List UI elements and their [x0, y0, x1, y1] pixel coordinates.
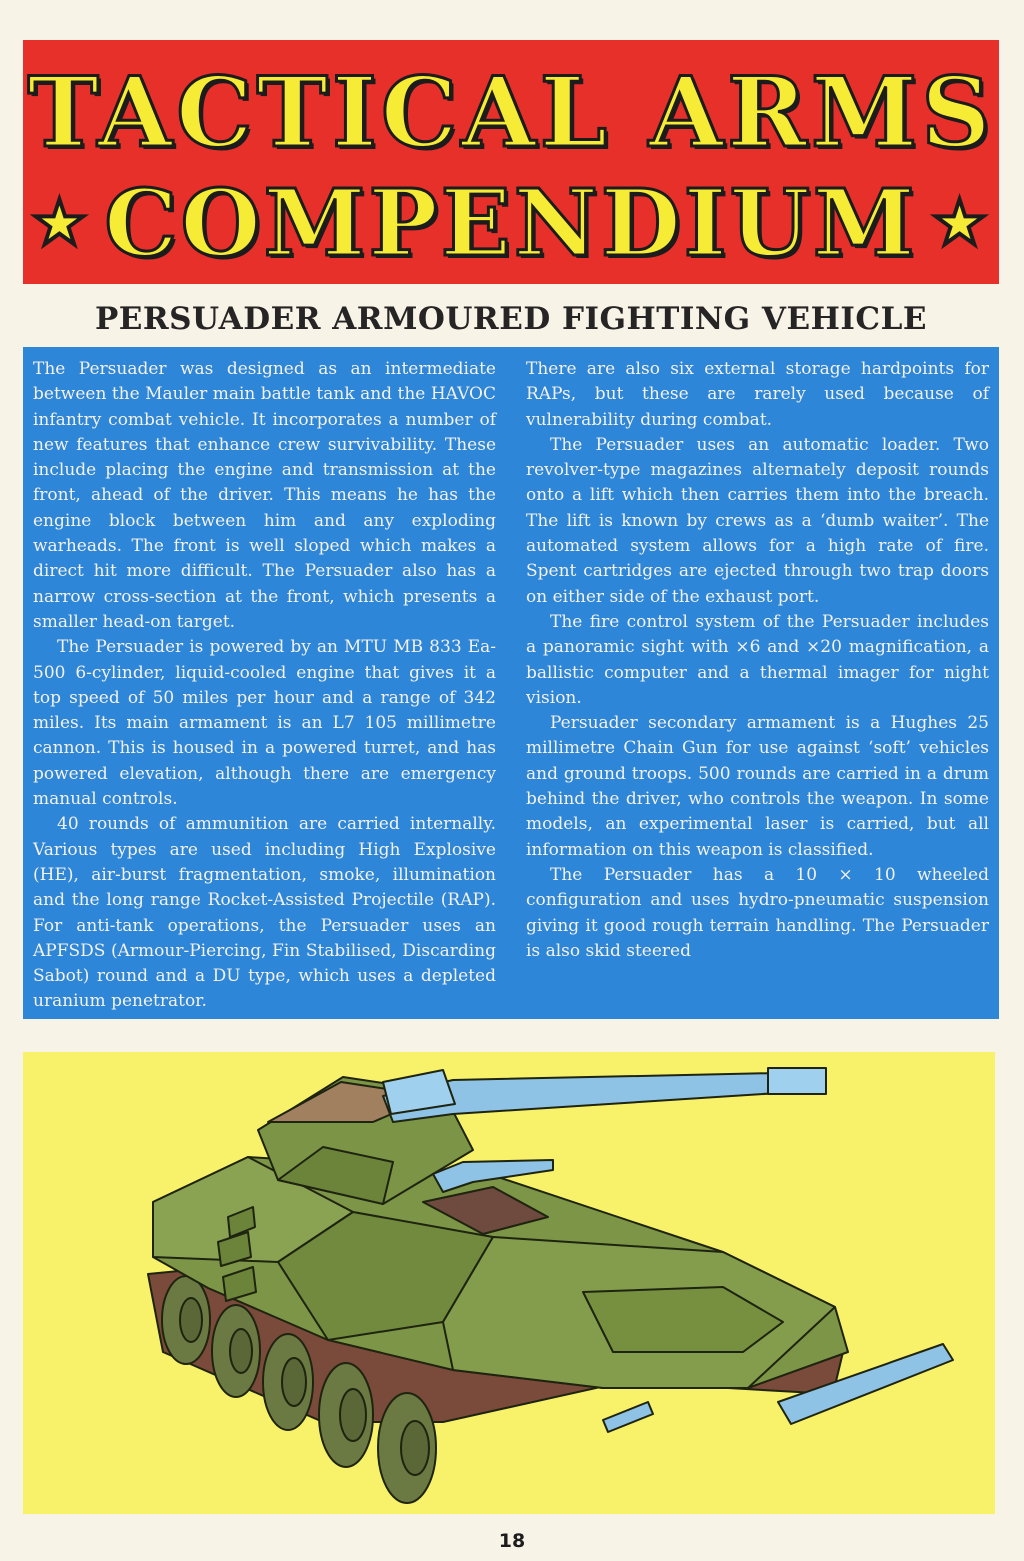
paragraph: The Persuader is powered by an MTU MB 833 Ea-500 6-cylinder, liquid-cooled engine that gives it a top speed of 50 miles per hour and a range of 342 miles. Its main armament is an L7 105 millimetre cannon. This is housed in a powered turret, and has powered elevation, although there are emergency manual controls.	[33, 637, 496, 810]
title-line-2: COMPENDIUM	[104, 169, 918, 277]
page-number: 18	[498, 1530, 526, 1552]
article-text-box	[23, 347, 999, 1019]
article-heading: PERSUADER ARMOURED FIGHTING VEHICLE	[94, 301, 928, 337]
left-column	[33, 357, 496, 1012]
star-left-icon: ★	[31, 186, 91, 259]
paragraph: The Persuader has a 10 × 10 wheeled configuration and uses hydro-pneumatic suspension giving it good rough terrain handling. The Persuader is also skid steered	[526, 864, 989, 961]
paragraph: Persuader secondary armament is a Hughes 25 millimetre Chain Gun for use against ‘soft’ vehicles and ground troops. 500 rounds are carried in a drum behind the driver, who controls the weapon. In some models, an experimental laser is carried, but all information on this weapon is classified.	[526, 713, 989, 860]
paragraph: 40 rounds of ammunition are carried internally. Various types are used including High Explosive (HE), air-burst fragmentation, smoke, illumination and the long range Rocket-Assisted Projectile (RAP). For anti-tank operations, the Persuader uses an APFSDS (Armour-Piercing, Fin Stabilised, Discarding Sabot) round and a DU type, which uses a depleted uranium penetrator.	[33, 814, 496, 1012]
paragraph: The Persuader was designed as an intermediate between the Mauler main battle tank and the HAVOC infantry combat vehicle. It incorporates a number of new features that enhance crew survivability. These include placing the engine and transmission at the front, ahead of the driver. This means he has the engine block between him and any exploding warheads. The front is well sloped which makes a direct hit more difficult. The Persuader also has a narrow cross-section at the front, which presents a smaller head-on target.	[33, 359, 496, 632]
right-column	[526, 357, 989, 1009]
star-right-icon: ★	[931, 186, 991, 259]
paragraph: The fire control system of the Persuader includes a panoramic sight with ×6 and ×20 magnification, a ballistic computer and a thermal imager for night vision.	[526, 611, 989, 708]
paragraph: There are also six external storage hardpoints for RAPs, but these are rarely used because of vulnerability during combat.	[526, 359, 989, 430]
vehicle-illustration-panel	[23, 1052, 995, 1514]
persuader-vehicle-illustration	[23, 1052, 995, 1514]
paragraph: The Persuader uses an automatic loader. Two revolver-type magazines alternately deposit rounds onto a lift which then carries them into the breach. The lift is known by crews as a ‘dumb waiter’. The automated system allows for a high rate of fire. Spent cartridges are ejected through two trap doors on either side of the exhaust port.	[526, 434, 989, 607]
title-banner	[23, 40, 999, 284]
title-line-2-row	[23, 170, 999, 276]
title-line-1: TACTICAL ARMS	[27, 56, 995, 169]
